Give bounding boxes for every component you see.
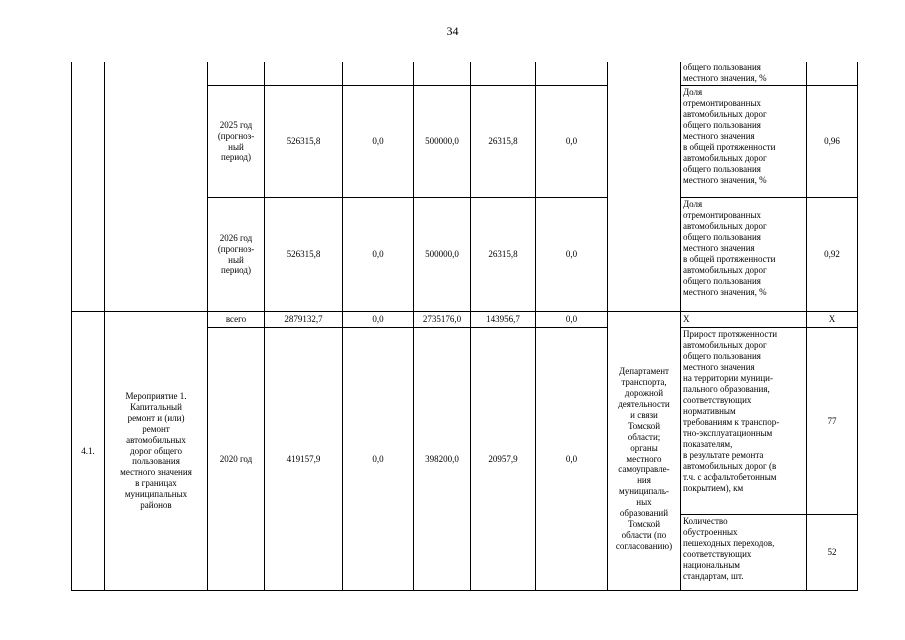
other-cell: 0,0 (565, 249, 578, 260)
period-cell: 2026 год (прогноз- ный период) (217, 232, 255, 276)
period-cell: 2025 год (прогноз- ный период) (217, 119, 255, 163)
indicator-cell: Доля отремонтированных автомобильных дорог общего пользования местного значения в общей протяженности автомобильных дорог общего пользования местного значения, % (683, 199, 776, 297)
value-cell: 77 (827, 415, 837, 426)
value-cell: 0,96 (824, 136, 840, 147)
federal-cell: 0,0 (372, 314, 384, 325)
regional-cell: 500000,0 (425, 249, 459, 260)
value-cell: 0,92 (824, 249, 840, 260)
other-cell: 0,0 (565, 136, 578, 147)
regional-cell: 2735176,0 (422, 314, 462, 325)
federal-cell: 0,0 (372, 249, 384, 260)
total-cell: 526315,8 (286, 136, 321, 147)
page-number: 34 (446, 24, 459, 38)
local-cell: 26315,8 (488, 249, 518, 260)
period-cell: 2020 год (219, 453, 253, 464)
indicator-cell: Прирост протяженности автомобильных дорог общего пользования местного значения на территории муници- пального образования, соответствующих нормативным требованиям к транспор- тно-эксплуатационным показателям, в результате ремонта автомобильных дорог (в т.ч. с асфальтобетонным покрытием), км (683, 329, 780, 493)
local-cell: 20957,9 (488, 453, 518, 464)
col-line (857, 62, 858, 591)
total-cell: 526315,8 (286, 249, 321, 260)
regional-cell: 500000,0 (425, 136, 459, 147)
total-cell: 2879132,7 (284, 314, 323, 325)
measure-name: Мероприятие 1. Капитальный ремонт и (или) ремонт автомобильных дорог общего пользования местного значения в границах муниципальных районов (120, 390, 192, 511)
measure-number: 4.1. (81, 445, 95, 456)
local-cell: 26315,8 (488, 136, 518, 147)
value-cell: Х (828, 314, 836, 325)
value-cell: 52 (827, 547, 837, 558)
indicator-cell: Доля отремонтированных автомобильных дорог общего пользования местного значения в общей протяженности автомобильных дорог общего пользования местного значения, % (683, 87, 776, 185)
indicator-cell: Количество обустроенных пешеходных переходов, соответствующих национальным стандартам, шт. (683, 516, 775, 581)
federal-cell: 0,0 (372, 453, 384, 464)
executor-cell: Департамент транспорта, дорожной деятельности и связи Томской области; органы местного самоуправле- ния муниципаль- ных образований Томской области (по согласованию) (615, 365, 673, 552)
other-cell: 0,0 (565, 314, 578, 325)
regional-cell: 398200,0 (425, 453, 459, 464)
other-cell: 0,0 (565, 453, 578, 464)
period-cell: всего (225, 314, 247, 325)
total-cell: 419157,9 (286, 453, 321, 464)
federal-cell: 0,0 (372, 136, 384, 147)
row-line (71, 590, 858, 591)
local-cell: 143956,7 (486, 314, 520, 325)
indicator-cell: Х (683, 314, 690, 325)
indicator-cell: общего пользования местного значения, % (683, 62, 767, 83)
